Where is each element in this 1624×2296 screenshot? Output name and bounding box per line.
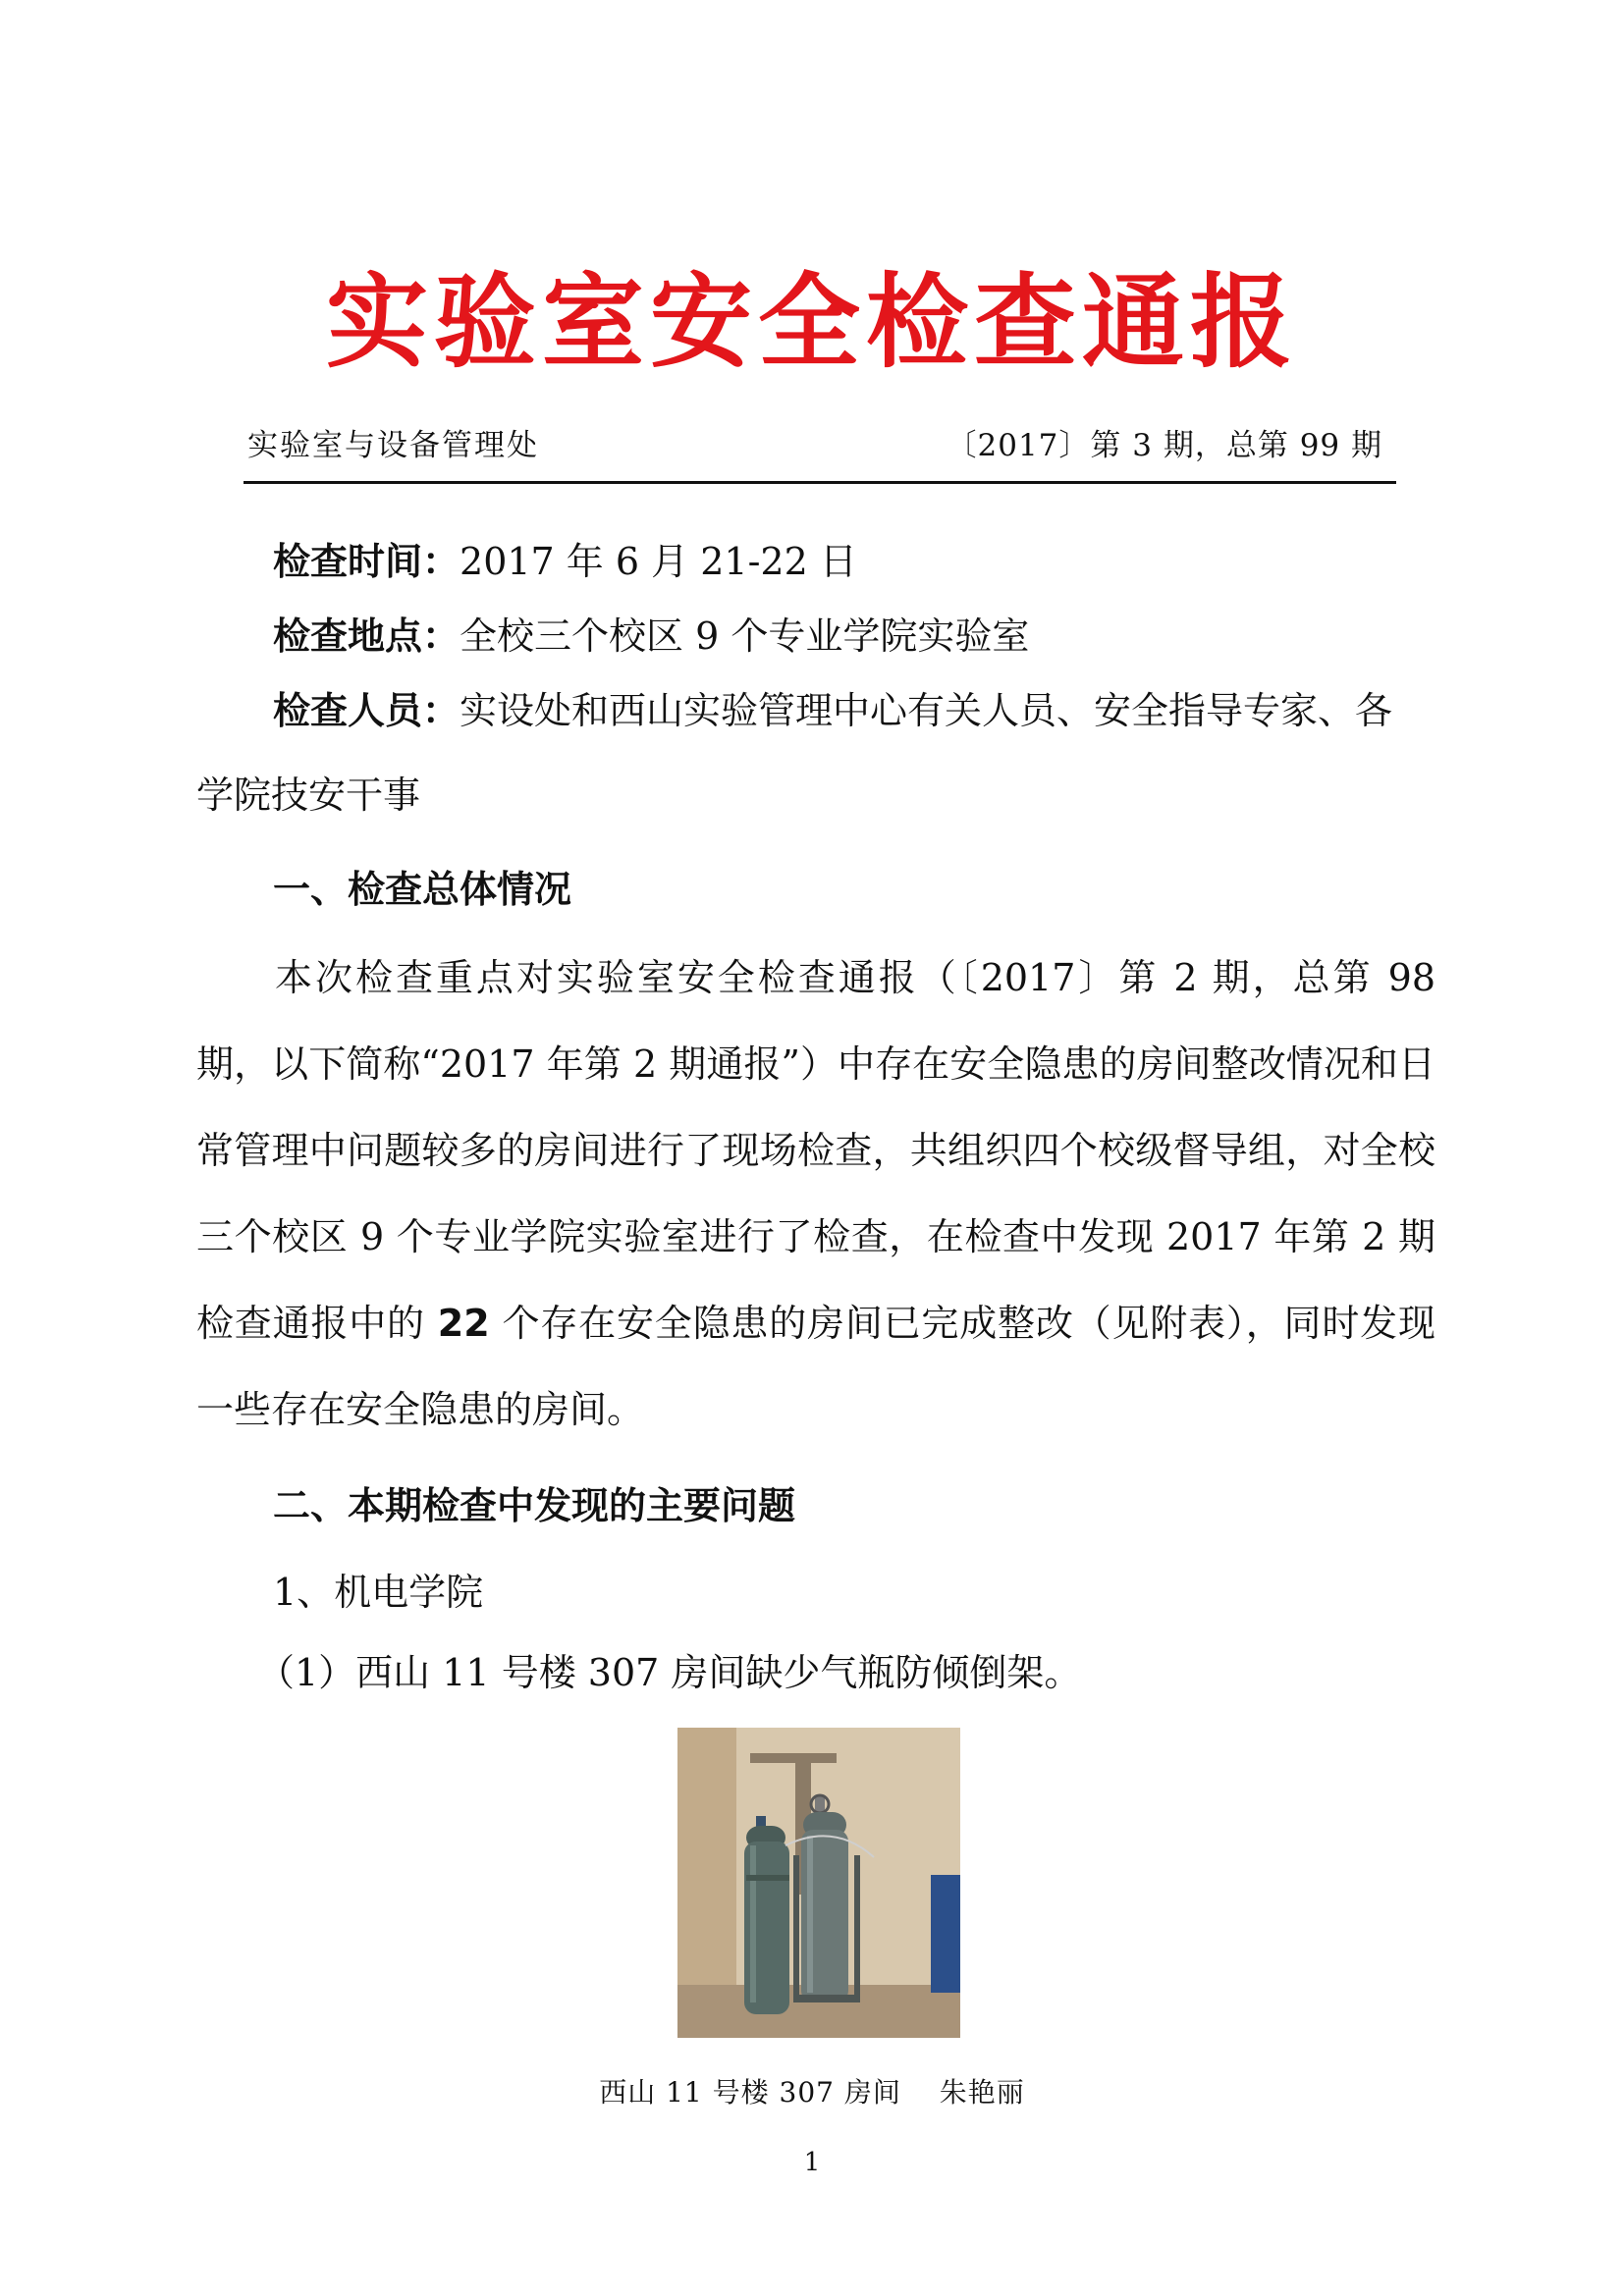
section-1-text-after: 个存在安全隐患的房间已完成整改（见附表），同时发现一些存在安全隐患的房间。: [196, 1302, 1435, 1431]
department-name: 实验室与设备管理处: [247, 428, 539, 463]
rectified-room-count: 22: [437, 1302, 490, 1345]
section-2-heading: 二、本期检查中发现的主要问题: [273, 1484, 796, 1527]
inspection-staff: [273, 687, 1392, 734]
inspection-place: [273, 613, 1029, 660]
inspection-time-label: 检查时间：: [273, 540, 460, 583]
inspection-place-label: 检查地点：: [273, 614, 460, 658]
college-heading: 1、机电学院: [273, 1571, 484, 1614]
gas-cylinder-photo: [677, 1728, 960, 2038]
inspection-time-value: 2017 年 6 月 21-22 日: [460, 540, 857, 583]
inspection-place-value: 全校三个校区 9 个专业学院实验室: [460, 614, 1030, 658]
section-1-text-before: 本次检查重点对实验室安全检查通报（〔2017〕第 2 期，总第 98 期，以下简称“2017 年第 2 期通报”）中存在安全隐患的房间整改情况和日常管理中问题较多的房间进行了现场检查，共组织四个校级督导组，对全校三个校区 9 个专业学院实验室进行了检查，在检查中发现 2017 年第 2 期检查通报中的: [196, 956, 1435, 1345]
section-1-paragraph: [196, 934, 1435, 1453]
page-number: 1: [803, 2148, 821, 2177]
inspection-staff-label: 检查人员：: [273, 689, 460, 732]
gas-cylinder-photo-illustration: [677, 1728, 960, 2038]
inspection-staff-value: 实设处和西山实验管理中心有关人员、安全指导专家、各: [460, 689, 1393, 732]
issue-item-1: （1）西山 11 号楼 307 房间缺少气瓶防倾倒架。: [257, 1651, 1082, 1694]
photo-caption: 西山 11 号楼 307 房间 朱艳丽: [599, 2076, 1025, 2109]
inspection-time: [273, 538, 857, 585]
report-title: 实验室安全检查通报: [325, 262, 1298, 382]
section-1-heading: 一、检查总体情况: [273, 868, 572, 911]
inspection-staff-continued: 学院技安干事: [196, 774, 421, 817]
header-divider: [244, 481, 1396, 484]
issue-number: 〔2017〕第 3 期，总第 99 期: [946, 428, 1382, 463]
